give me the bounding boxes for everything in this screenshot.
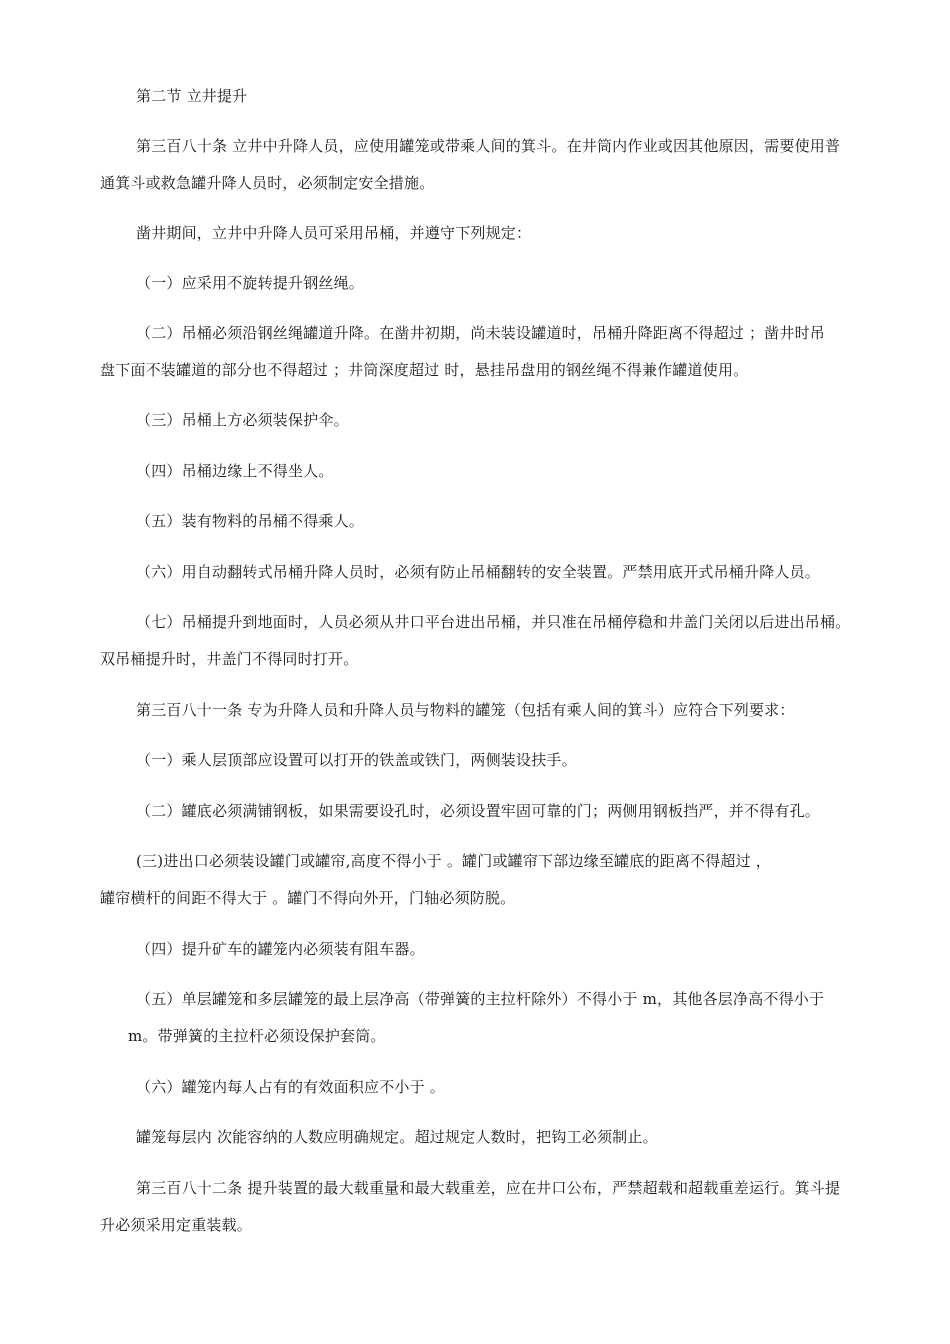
clause-5 bbox=[100, 503, 852, 540]
text-line: 升必须采用定重装载。 bbox=[100, 1216, 253, 1234]
text-line: （六）用自动翻转式吊桶升降人员时，必须有防止吊桶翻转的安全装置。严禁用底开式吊桶升降人员。 bbox=[136, 563, 821, 581]
clause-381-3 bbox=[100, 843, 852, 917]
clause-381-4 bbox=[100, 931, 852, 968]
paragraph-cage-capacity bbox=[100, 1119, 852, 1156]
text-line: 罐笼每层内 次能容纳的人数应明确规定。超过规定人数时，把钩工必须制止。 bbox=[136, 1128, 658, 1146]
clause-381-5 bbox=[100, 981, 852, 1055]
text-line: (三)进出口必须装设罐门或罐帘,高度不得小于 。罐门或罐帘下部边缘至罐底的距离不得超过 ， bbox=[136, 852, 772, 870]
text-line: 双吊桶提升时，井盖门不得同时打开。 bbox=[100, 650, 359, 668]
text-line: 通箕斗或救急罐升降人员时，必须制定安全措施。 bbox=[100, 174, 435, 192]
article-380 bbox=[100, 128, 852, 202]
paragraph-shaft-sinking bbox=[100, 215, 852, 252]
text-line: 第三百八十条 立井中升降人员，应使用罐笼或带乘人间的箕斗。在井筒内作业或因其他原因，需要使用普 bbox=[136, 137, 841, 155]
text-line: 凿井期间，立井中升降人员可采用吊桶，并遵守下列规定： bbox=[136, 224, 532, 242]
text-line: m。带弹簧的主拉杆必须设保护套筒。 bbox=[128, 1027, 386, 1045]
text-line: 盘下面不装罐道的部分也不得超过 ；井筒深度超过 时，悬挂吊盘用的钢丝绳不得兼作罐道使用。 bbox=[100, 361, 749, 379]
section-title bbox=[100, 78, 852, 115]
text-line: （五）单层罐笼和多层罐笼的最上层净高（带弹簧的主拉杆除外）不得小于 m，其他各层净高不得小于 bbox=[136, 990, 825, 1008]
text-line: （四）吊桶边缘上不得坐人。 bbox=[136, 462, 334, 480]
text-line: 罐帘横杆的间距不得大于 。罐门不得向外开，门轴必须防脱。 bbox=[100, 889, 516, 907]
text-line: （七）吊桶提升到地面时，人员必须从井口平台进出吊桶，并只准在吊桶停稳和井盖门关闭以后进出吊桶。 bbox=[136, 613, 851, 631]
clause-1 bbox=[100, 265, 852, 302]
clause-2 bbox=[100, 315, 852, 389]
clause-381-6 bbox=[100, 1069, 852, 1106]
clause-6 bbox=[100, 554, 852, 591]
article-382 bbox=[100, 1170, 852, 1244]
text-line: （一）乘人层顶部应设置可以打开的铁盖或铁门，两侧装设扶手。 bbox=[136, 751, 577, 769]
text-line: （二）吊桶必须沿钢丝绳罐道升降。在凿井初期，尚未装设罐道时，吊桶升降距离不得超过 ；凿井时吊 bbox=[136, 324, 825, 342]
clause-3 bbox=[100, 402, 852, 439]
clause-7 bbox=[100, 604, 852, 678]
text-line: 第三百八十一条 专为升降人员和升降人员与物料的罐笼（包括有乘人间的箕斗）应符合下列要求： bbox=[136, 701, 795, 719]
clause-381-1 bbox=[100, 742, 852, 779]
section-title-text: 第二节 立井提升 bbox=[136, 87, 248, 105]
article-381 bbox=[100, 692, 852, 729]
text-line: （四）提升矿车的罐笼内必须装有阻车器。 bbox=[136, 940, 425, 958]
clause-381-2 bbox=[100, 793, 852, 830]
text-line: （二）罐底必须满铺钢板，如果需要设孔时，必须设置牢固可靠的门；两侧用钢板挡严，并不得有孔。 bbox=[136, 802, 821, 820]
text-line: （一）应采用不旋转提升钢丝绳。 bbox=[136, 274, 365, 292]
text-line: （五）装有物料的吊桶不得乘人。 bbox=[136, 512, 365, 530]
text-line: （六）罐笼内每人占有的有效面积应不小于 。 bbox=[136, 1078, 445, 1096]
clause-4 bbox=[100, 453, 852, 490]
text-line: （三）吊桶上方必须装保护伞。 bbox=[136, 411, 349, 429]
text-line: 第三百八十二条 提升装置的最大载重量和最大载重差，应在井口公布，严禁超载和超载重差运行。箕斗提 bbox=[136, 1179, 841, 1197]
